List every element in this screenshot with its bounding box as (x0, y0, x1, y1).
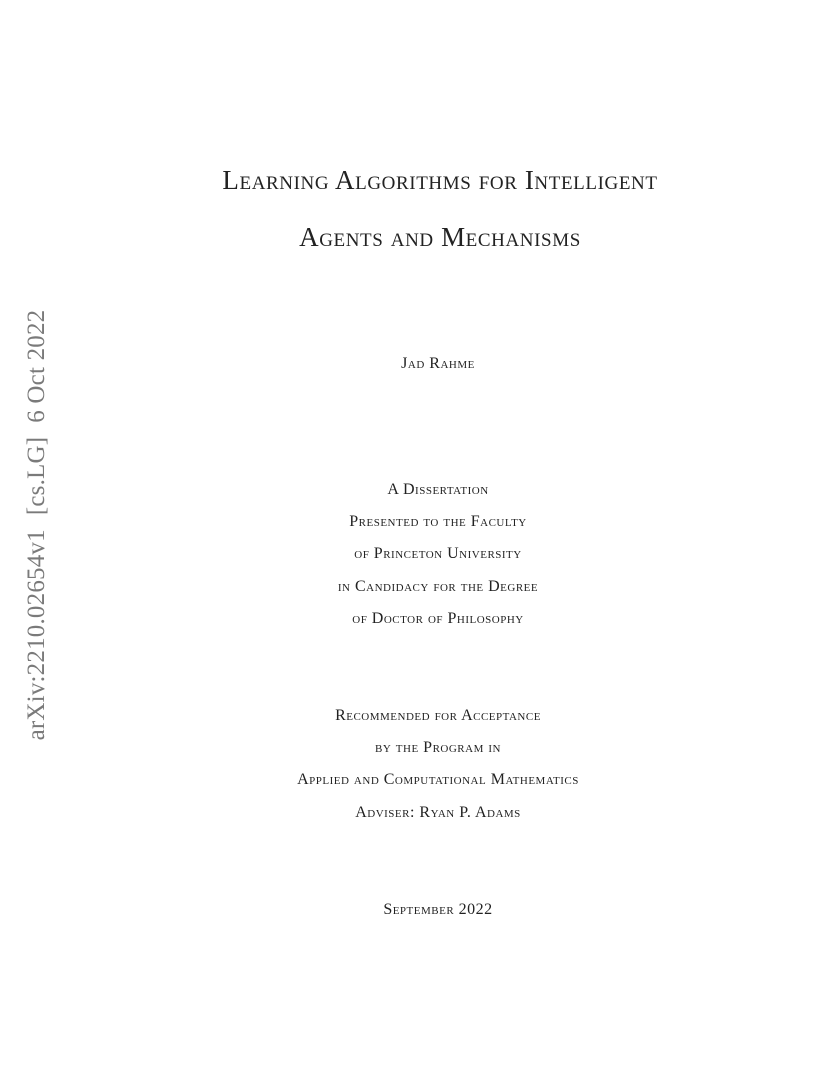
arxiv-date: 6 Oct 2022 (23, 309, 50, 423)
dissertation-line: of Princeton University (354, 545, 522, 562)
dissertation-line: of Doctor of Philosophy (352, 610, 524, 627)
dissertation-line: in Candidacy for the Degree (337, 578, 539, 595)
author-name: Jad Rahme (401, 355, 475, 372)
arxiv-category: [cs.LG] (23, 436, 50, 516)
arxiv-id: arXiv:2210.02654v1 (23, 529, 50, 741)
recommendation-line: Recommended for Acceptance (335, 707, 541, 724)
submission-date: September 2022 (383, 901, 493, 918)
thesis-title-line-1: Learning Algorithms for Intelligent (222, 165, 658, 195)
dissertation-line: Presented to the Faculty (349, 513, 527, 530)
adviser-line: Adviser: Ryan P. Adams (355, 804, 521, 821)
recommendation-line: by the Program in (375, 739, 501, 756)
dissertation-line: A Dissertation (387, 481, 489, 498)
program-name: Applied and Computational Mathematics (297, 771, 579, 788)
thesis-title-line-2: Agents and Mechanisms (299, 222, 581, 252)
